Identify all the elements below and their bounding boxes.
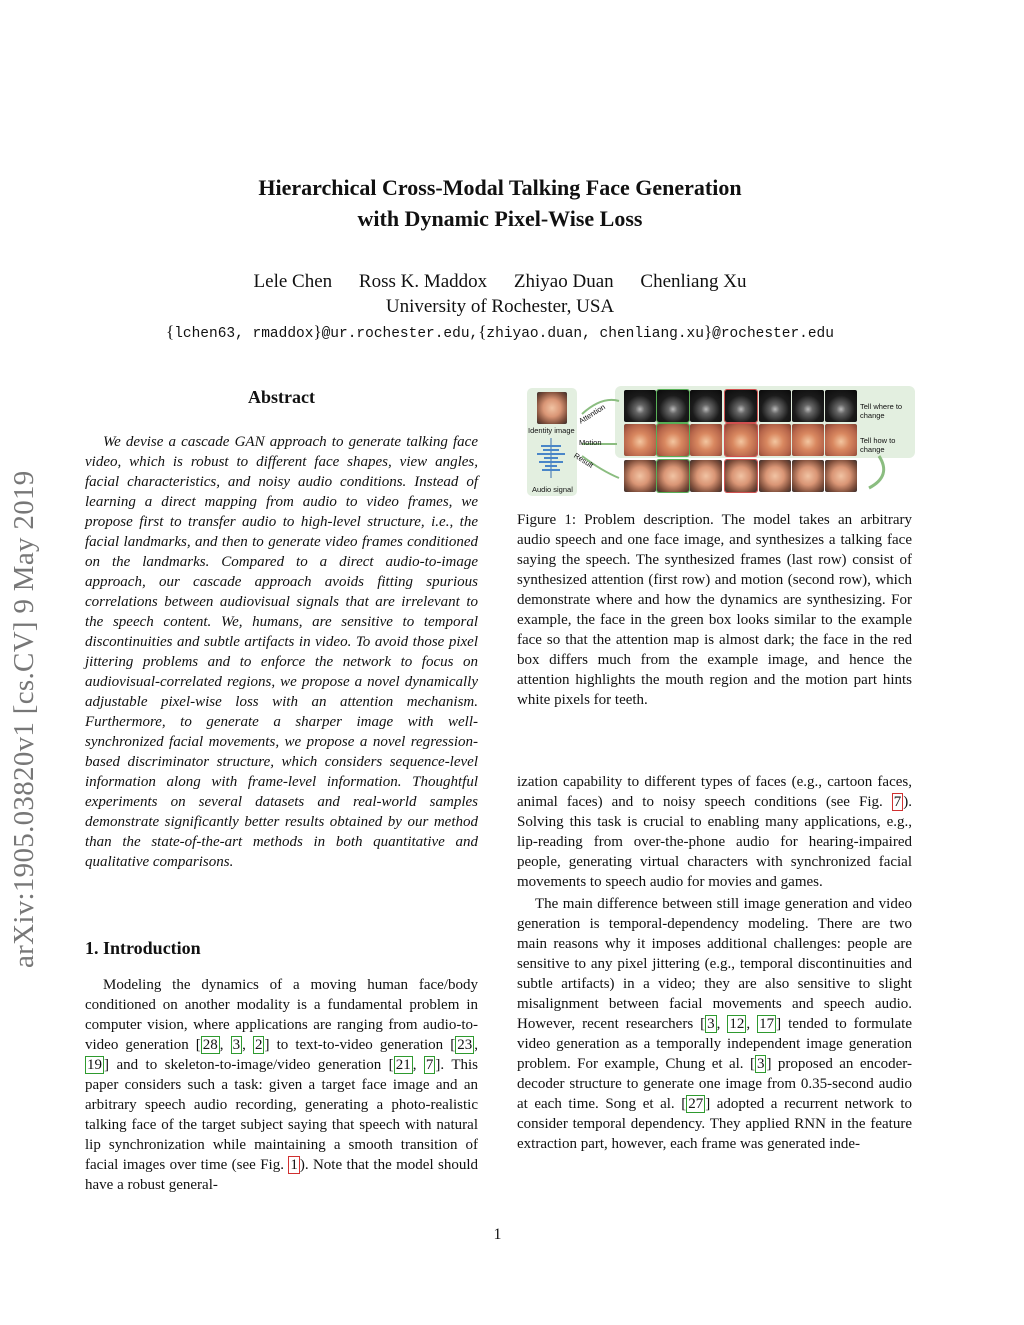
citation-link[interactable]: 28: [202, 1037, 218, 1053]
result-frame: [624, 460, 656, 492]
citation-link[interactable]: 3: [232, 1037, 241, 1053]
attention-frame-red-box: [725, 390, 757, 422]
section-heading-introduction: 1. Introduction: [85, 938, 201, 958]
arxiv-stamp: arXiv:1905.03820v1 [cs.CV] 9 May 2019: [8, 470, 40, 968]
figure-1-caption: Figure 1: Problem description. The model takes an arbitrary audio speech and one face image, and synthesizes a talking face saying the speech. The synthesized frames (last row) consist of synthesized attention (first row) and motion (second row), which demonstrate where and how the dynamics are synthesizing. For example, the face in the green box looks similar to the example face so that the attention map is almost dark; the face in the red box differs much from the example image, and hence the attention highlights the mouth region and the motion part hints white pixels for teeth.: [517, 512, 912, 708]
result-frame: [690, 460, 722, 492]
text-run: ] to text-to-video generation [: [264, 1037, 456, 1053]
motion-frame-red-box: [725, 424, 757, 456]
motion-frame: [759, 424, 791, 456]
author-list: [0, 270, 1000, 294]
email-domain-1: @ur.rochester.edu,: [321, 326, 479, 342]
motion-frame: [792, 424, 824, 456]
result-frame: [825, 460, 857, 492]
citation-link[interactable]: 19: [87, 1057, 102, 1073]
tell-where-label: Tell where to change: [860, 402, 903, 420]
motion-frame: [690, 424, 722, 456]
attention-frame: [792, 390, 824, 422]
text-run: ] proposed an encoder-decoder structure to generate one image from 0.35-second audio at each time. Song et al. [: [517, 1056, 912, 1112]
citation-link[interactable]: 23: [457, 1037, 473, 1053]
text-run: ization capability to different types of faces (e.g., cartoon faces, animal faces) and to noisy speech conditions (see Fig.: [517, 774, 912, 810]
title-line-1: Hierarchical Cross-Modal Talking Face Generation: [258, 175, 742, 200]
citation-link[interactable]: 12: [729, 1016, 745, 1032]
feedback-arrow: [869, 456, 884, 488]
title-line-2: with Dynamic Pixel-Wise Loss: [357, 206, 643, 231]
email-domain-2: @rochester.edu: [712, 326, 834, 342]
author-name: Zhiyao Duan: [513, 271, 614, 292]
motion-frame: [624, 424, 656, 456]
intro-paragraph-3: The main difference between still image generation and video generation is temporal-dependency modeling. There are two main reasons why it imposes additional challenges: people are sensitive to any pixel jittering (e.g., temporal discontinuities and subtle artifacts) in a video; they are also sensitive to slight misalignment between facial movements and speech audio. However, recent researchers [ 3 , 12 , 17 ] tended to formulate video generation as a temporally independent image generation problem. For example, Chung et al. [ 3 ] proposed an encoder-decoder structure to generate one image from 0.35-second audio at each time. Song et al. [ 27 ] adopted a recurrent network to consider temporal dependency. They applied RNN in the feature extraction part, however, each frame was generated inde-: [517, 896, 912, 1152]
text-run: ] and to skeleton-to-image/video generation [: [104, 1057, 394, 1073]
text-run: ). Note that the model should have a robust general-: [85, 1157, 479, 1193]
figure-link[interactable]: 7: [893, 794, 902, 810]
email-names-1: lchen63, rmaddox: [174, 326, 314, 342]
citation-link[interactable]: 7: [425, 1057, 434, 1073]
figure-link[interactable]: 1: [290, 1157, 298, 1173]
author-emails: {lchen63, rmaddox}@ur.rochester.edu,{zhiyao.duan, chenliang.xu}@rochester.edu: [166, 322, 834, 342]
author-name: Chenliang Xu: [640, 271, 747, 292]
attention-frame: [624, 390, 656, 422]
abstract-heading: Abstract: [248, 387, 315, 407]
audio-signal-label: Audio signal: [532, 485, 573, 494]
intro-paragraph-2: [517, 772, 912, 1154]
motion-frame-green-box: [657, 424, 689, 456]
attention-frame: [690, 390, 722, 422]
identity-face-image: [537, 392, 567, 424]
result-frame-green-box: [657, 460, 689, 492]
attention-frame: [759, 390, 791, 422]
citation-link[interactable]: 3: [707, 1016, 715, 1032]
affiliation: University of Rochester, USA: [385, 296, 615, 317]
result-frame: [792, 460, 824, 492]
attention-label: Attention: [577, 402, 607, 426]
citation-link[interactable]: 2: [254, 1037, 263, 1053]
identity-image-label: Identity image: [528, 426, 575, 435]
text-run: ] tended to formulate video generation as a temporally independent image generation problem. For example, Chung et al. [: [517, 1016, 912, 1072]
author-name: Lele Chen: [253, 271, 333, 292]
author-name: Ross K. Maddox: [358, 271, 488, 292]
abstract-text: We devise a cascade GAN approach to generate talking face video, which is robust to different face shapes, view angles, facial characteristics, and noisy audio conditions. Instead of learning a direct mapping from audio to video frames, we propose first to transfer audio to high-level structure, i.e., the facial landmarks, and then to generate video frames conditioned on the landmarks. Compared to a direct audio-to-image approach, our cascade approach avoids fitting spurious correlations between audiovisual signals that are irrelevant to the speech content. We, humans, are sensitive to temporal discontinuities and subtle artifacts in video. To avoid those pixel jittering problems and to enforce the network to focus on audiovisual-correlated regions, we propose a novel dynamically adjustable pixel-wise loss with an attention mechanism. Furthermore, to generate a sharper image with well-synchronized facial movements, we propose a novel regression-based discriminator structure, which considers sequence-level information along with frame-level information. Thoughtful experiments on several datasets and real-world samples demonstrate significantly better results obtained by our method than the state-of-the-art methods in both quantitative and qualitative comparisons.: [85, 434, 478, 870]
email-names-2: zhiyao.duan, chenliang.xu: [486, 326, 704, 342]
citation-link[interactable]: 21: [395, 1057, 411, 1073]
paper-title: [0, 172, 1000, 234]
motion-label: Motion: [579, 438, 602, 447]
tell-how-label: Tell how to change: [860, 436, 896, 454]
citation-link[interactable]: 3: [756, 1056, 765, 1072]
citation-link[interactable]: 17: [759, 1016, 775, 1032]
motion-frame: [825, 424, 857, 456]
attention-frame-green-box: [657, 390, 689, 422]
text-run: The main difference between still image generation and video generation is temporal-dependency modeling. There are two main reasons why it imposes additional challenges: people are sensitive to any pixel jittering (e.g., temporal discontinuities and subtle artifacts) in a video; they are also sensitive to slight misalignment between facial movements and speech audio. However, recent researchers [: [517, 896, 912, 1032]
result-frame-red-box: [725, 460, 757, 492]
text-run: ]. This paper considers such a task: given a target face image and an arbitrary speech audio recording, generating a photo-realistic talking face of the target subject saying that speech with natural lip synchronization while maintaining a smooth transition of facial images over time (see Fig.: [85, 1057, 478, 1173]
figure-1: [527, 386, 915, 498]
result-frame: [759, 460, 791, 492]
citation-link[interactable]: 27: [688, 1096, 704, 1112]
intro-paragraph-1: Modeling the dynamics of a moving human face/body conditioned on another modality is a fundamental problem in computer vision, where applications are ranging from audio-to-video generation [ 28 , 3 , 2 ] to text-to-video generation [ 23 , 19 ] and to skeleton-to-image/video generation [ 21 , 7 ]. This paper considers such a task: given a target face image and an arbitrary speech audio recording, generating a photo-realistic talking face of the target subject saying that speech with natural lip synchronization while maintaining a smooth transition of facial images over time (see Fig. 1 ). Note that the model should have a robust general-: [85, 977, 479, 1193]
result-label: Result: [572, 451, 596, 470]
text-run: Modeling the dynamics of a moving human face/body conditioned on another modality is a fundamental problem in computer vision, where applications are ranging from audio-to-video generation [: [85, 977, 478, 1053]
text-run: ] adopted a recurrent network to consider temporal dependency. They applied RNN in the feature extraction part, however, each frame was generated inde-: [517, 1096, 912, 1152]
page-number: 1: [493, 1226, 502, 1243]
text-run: ). Solving this task is crucial to enabling many applications, e.g., lip-reading from over-the-phone audio for hearing-impaired people, generating virtual characters with synchronized facial movements to speech audio for movies and games.: [517, 794, 912, 890]
attention-frame: [825, 390, 857, 422]
